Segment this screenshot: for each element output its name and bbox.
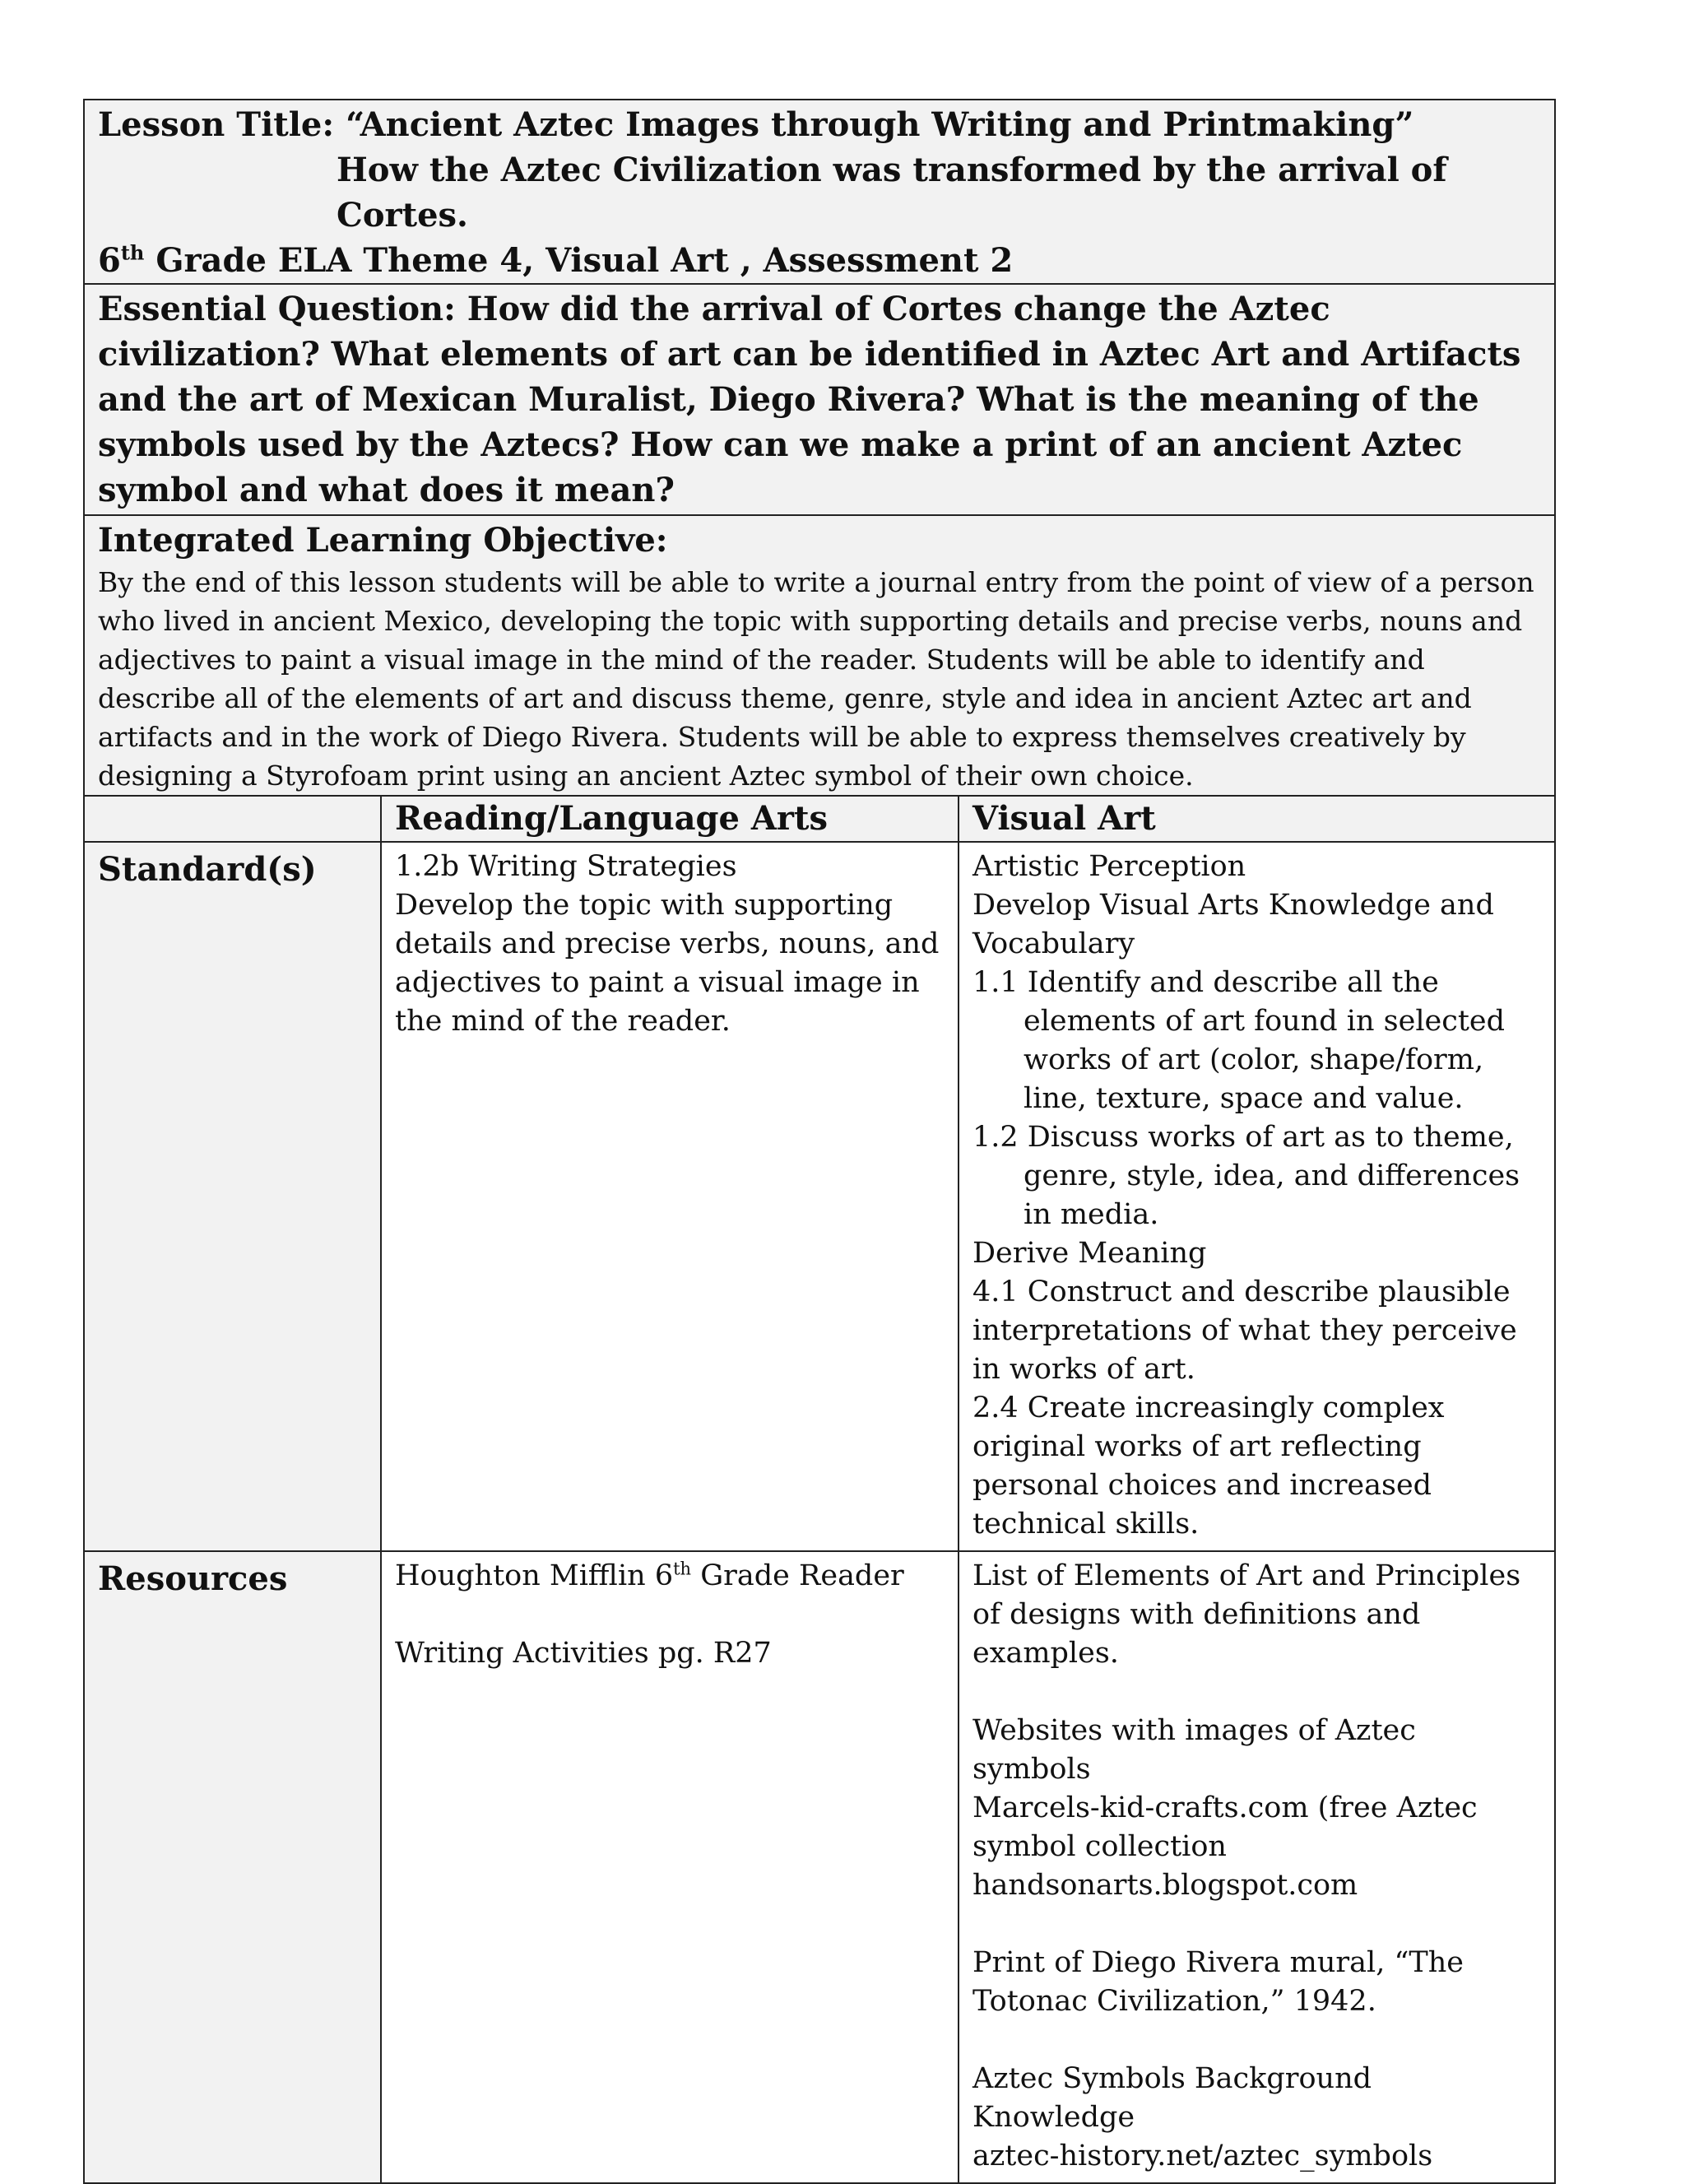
title-row bbox=[84, 100, 1555, 284]
lesson-plan-table bbox=[83, 99, 1556, 2184]
art-resource-elements: List of Elements of Art and Principles of designs with definitions and examples. bbox=[972, 1559, 1521, 1670]
ela-standard-title: 1.2b Writing Strategies bbox=[395, 850, 737, 883]
art-standard-line: Develop Visual Arts Knowledge and Vocabulary bbox=[972, 889, 1494, 960]
grade-line bbox=[98, 238, 1541, 283]
art-resource-symbols-title: Aztec Symbols Background Knowledge bbox=[972, 2062, 1372, 2134]
standards-art-cell bbox=[959, 842, 1555, 1551]
column-header-art: Visual Art bbox=[959, 796, 1555, 842]
standards-row bbox=[84, 842, 1555, 1551]
art-standard-line: 4.1 Construct and describe plausible interpretations of what they perceive in works of art. bbox=[972, 1276, 1517, 1386]
resources-row bbox=[84, 1551, 1555, 2183]
lesson-plan-page bbox=[83, 99, 1554, 2184]
objective-body: By the end of this lesson students will be able to write a journal entry from the point of view of a person who lived in ancient Mexico, developing the topic with supporting details and precise verbs, nouns and adjectives to paint a visual image in the mind of the reader. Students will be able to identify and describe all of the elements of art and discuss theme, genre, style and idea in ancient Aztec art and artifacts and in the work of Diego Rivera. Students will be able to express themselves creatively by designing a Styrofoam print using an ancient Aztec symbol of their own choice. bbox=[98, 566, 1534, 792]
ela-writing-activities: Writing Activities pg. R27 bbox=[395, 1637, 772, 1670]
art-standard-line: Artistic Perception bbox=[972, 850, 1246, 883]
art-resource-websites-title: Websites with images of Aztec symbols bbox=[972, 1714, 1416, 1786]
resources-ela-cell bbox=[381, 1551, 959, 2183]
art-standard-line: 2.4 Create increasingly complex original works of art reflecting personal choices and increased technical skills. bbox=[972, 1392, 1445, 1540]
objective-cell bbox=[84, 515, 1555, 796]
standards-ela-cell bbox=[381, 842, 959, 1551]
ela-reader bbox=[395, 1557, 945, 1596]
essential-question: Essential Question: How did the arrival of Cortes change the Aztec civilization? What elements of art can be identified in Aztec Art and Artifacts and the art of Mexican Muralist, Diego Rivera? What is the meaning of the symbols used by the Aztecs? How can we make a print of an ancient Aztec symbol and what does it mean? bbox=[84, 284, 1555, 515]
spacer bbox=[395, 1596, 945, 1634]
ela-reader-text-end: Grade Reader bbox=[691, 1559, 904, 1592]
art-standard-line: 1.1 Identify and describe all the elements of art found in selected works of art (color, shape/form, line, texture, space and value. bbox=[972, 966, 1506, 1115]
essential-question-row bbox=[84, 284, 1555, 515]
spacer bbox=[972, 2021, 1541, 2060]
column-header-ela: Reading/Language Arts bbox=[381, 796, 959, 842]
art-standard-line: 1.2 Discuss works of art as to theme, genre, style, idea, and differences in media. bbox=[972, 1121, 1520, 1231]
ela-standard-body: Develop the topic with supporting details and precise verbs, nouns, and adjectives to paint a visual image in the mind of the reader. bbox=[395, 889, 940, 1038]
lesson-subtitle: How the Aztec Civilization was transformed by the arrival of Cortes. bbox=[337, 151, 1447, 235]
column-header-blank bbox=[84, 796, 381, 842]
ela-reader-text: Houghton Mifflin 6 bbox=[395, 1559, 674, 1592]
art-resource-mural-print: Print of Diego Rivera mural, “The Totonac Civilization,” 1942. bbox=[972, 1946, 1464, 2018]
title-cell bbox=[84, 100, 1555, 284]
column-header-row bbox=[84, 796, 1555, 842]
resources-label: Resources bbox=[84, 1551, 381, 2183]
objective-row bbox=[84, 515, 1555, 796]
art-resource-website-2: handsonarts.blogspot.com bbox=[972, 1869, 1358, 1902]
grade-text: Grade ELA Theme 4, Visual Art , Assessment 2 bbox=[144, 241, 1014, 280]
art-resource-website-1: Marcels-kid-crafts.com (free Aztec symbol collection bbox=[972, 1791, 1478, 1863]
ela-reader-superscript: th bbox=[673, 1559, 692, 1579]
spacer bbox=[972, 1905, 1541, 1944]
resources-art-cell bbox=[959, 1551, 1555, 2183]
grade-number: 6 bbox=[98, 241, 121, 280]
lesson-title: Lesson Title: “Ancient Aztec Images through Writing and Printmaking” bbox=[98, 105, 1414, 144]
art-resource-symbols-url: aztec-history.net/aztec_symbols bbox=[972, 2140, 1433, 2172]
objective-heading: Integrated Learning Objective: bbox=[98, 521, 668, 560]
spacer bbox=[972, 1673, 1541, 1712]
grade-superscript: th bbox=[120, 240, 145, 265]
art-standard-line: Derive Meaning bbox=[972, 1237, 1207, 1270]
standards-label: Standard(s) bbox=[84, 842, 381, 1551]
